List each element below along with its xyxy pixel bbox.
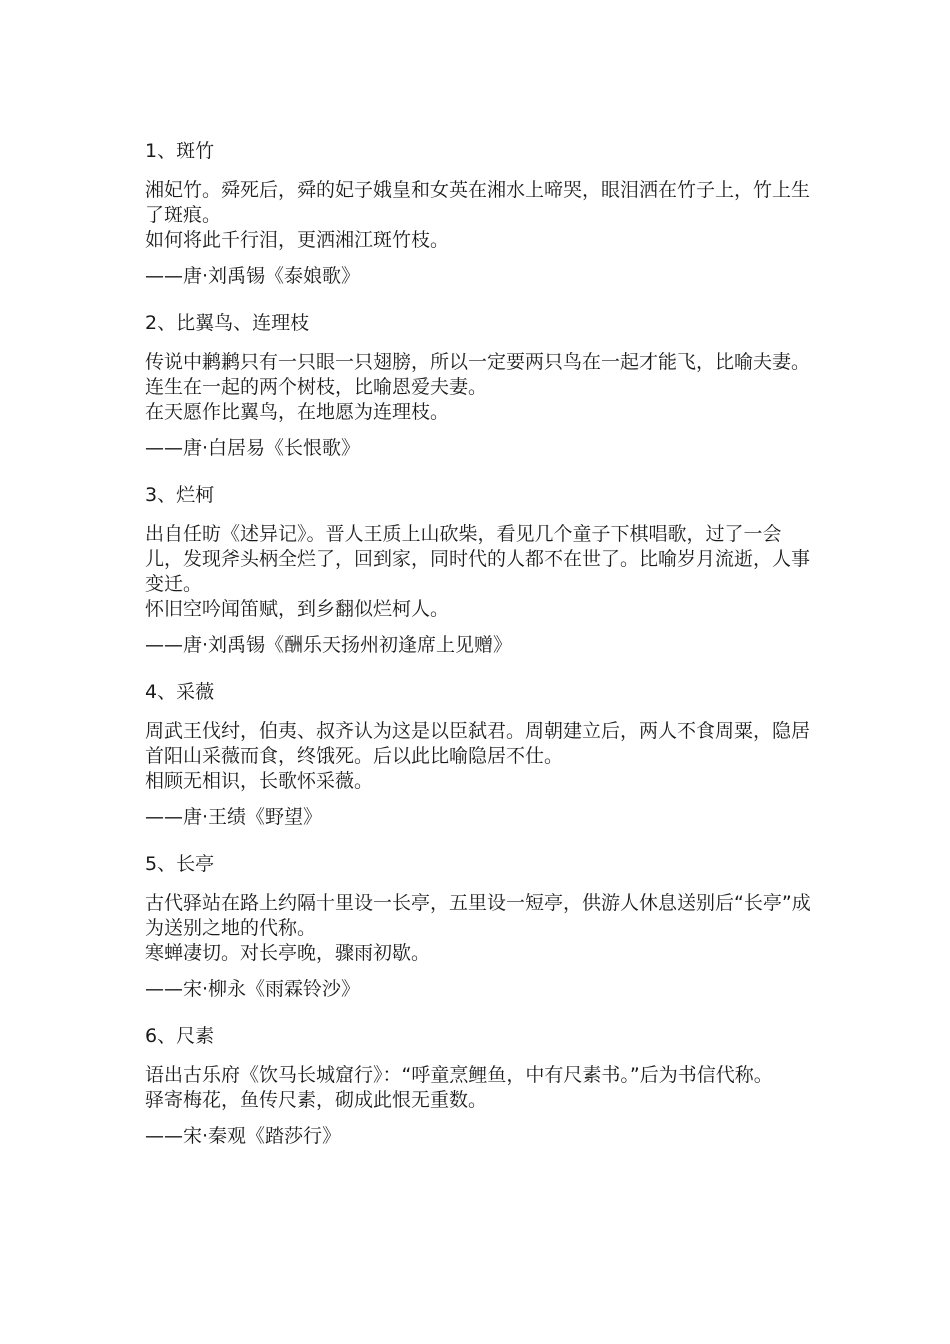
entry-description: 古代驿站在路上约隔十里设一长亭，五里设一短亭，供游人休息送别后“长亭”成为送别之地的代称。 (145, 892, 811, 939)
entry-verse: 驿寄梅花，鱼传尺素，砌成此恨无重数。 (145, 1089, 488, 1111)
entry-title: 1、斑竹 (145, 140, 215, 162)
entry-title: 5、长亭 (145, 853, 215, 875)
entry-description: 周武王伐纣，伯夷、叔齐认为这是以臣弑君。周朝建立后，两人不食周粟，隐居首阳山采薇而食，终饿死。后以此比喻隐居不仕。 (145, 720, 811, 767)
document-page (145, 138, 815, 1170)
entry-verse: 在天愿作比翼鸟，在地愿为连理枝。 (145, 401, 450, 423)
entry-source: ——唐·刘禹锡《酬乐天扬州初逢席上见赠》 (145, 634, 513, 656)
entry-title: 2、比翼鸟、连理枝 (145, 312, 310, 334)
entry-description: 出自任昉《述异记》。晋人王质上山砍柴，看见几个童子下棋唱歌，过了一会儿，发现斧头柄全烂了，回到家，同时代的人都不在世了。比喻岁月流逝，人事变迁。 (145, 523, 811, 595)
entry-5 (145, 851, 815, 1002)
entry-verse: 寒蝉凄切。对长亭晚，骤雨初歇。 (145, 942, 431, 964)
entry-source: ——唐·刘禹锡《泰娘歌》 (145, 265, 361, 287)
entry-description: 传说中鹣鹣只有一只眼一只翅膀，所以一定要两只鸟在一起才能飞，比喻夫妻。连生在一起的两个树枝，比喻恩爱夫妻。 (145, 351, 811, 398)
entry-verse: 怀旧空吟闻笛赋，到乡翻似烂柯人。 (145, 598, 450, 620)
entry-description: 语出古乐府《饮马长城窟行》：“呼童烹鲤鱼，中有尺素书。”后为书信代称。 (145, 1064, 773, 1086)
entry-title: 3、烂柯 (145, 484, 215, 506)
entry-3 (145, 482, 815, 658)
entry-4 (145, 679, 815, 830)
entry-verse: 如何将此千行泪，更洒湘江斑竹枝。 (145, 229, 450, 251)
entry-title: 6、尺素 (145, 1025, 215, 1047)
entry-title: 4、采薇 (145, 681, 215, 703)
entry-1 (145, 138, 815, 289)
entry-source: ——宋·柳永《雨霖铃沙》 (145, 978, 361, 1000)
entry-6 (145, 1023, 815, 1149)
entry-source: ——唐·白居易《长恨歌》 (145, 437, 361, 459)
entry-verse: 相顾无相识，长歌怀采薇。 (145, 770, 374, 792)
entry-2 (145, 310, 815, 461)
entry-source: ——宋·秦观《踏莎行》 (145, 1125, 342, 1147)
entry-source: ——唐·王绩《野望》 (145, 806, 323, 828)
entry-description: 湘妃竹。舜死后，舜的妃子娥皇和女英在湘水上啼哭，眼泪洒在竹子上，竹上生了斑痕。 (145, 179, 811, 226)
